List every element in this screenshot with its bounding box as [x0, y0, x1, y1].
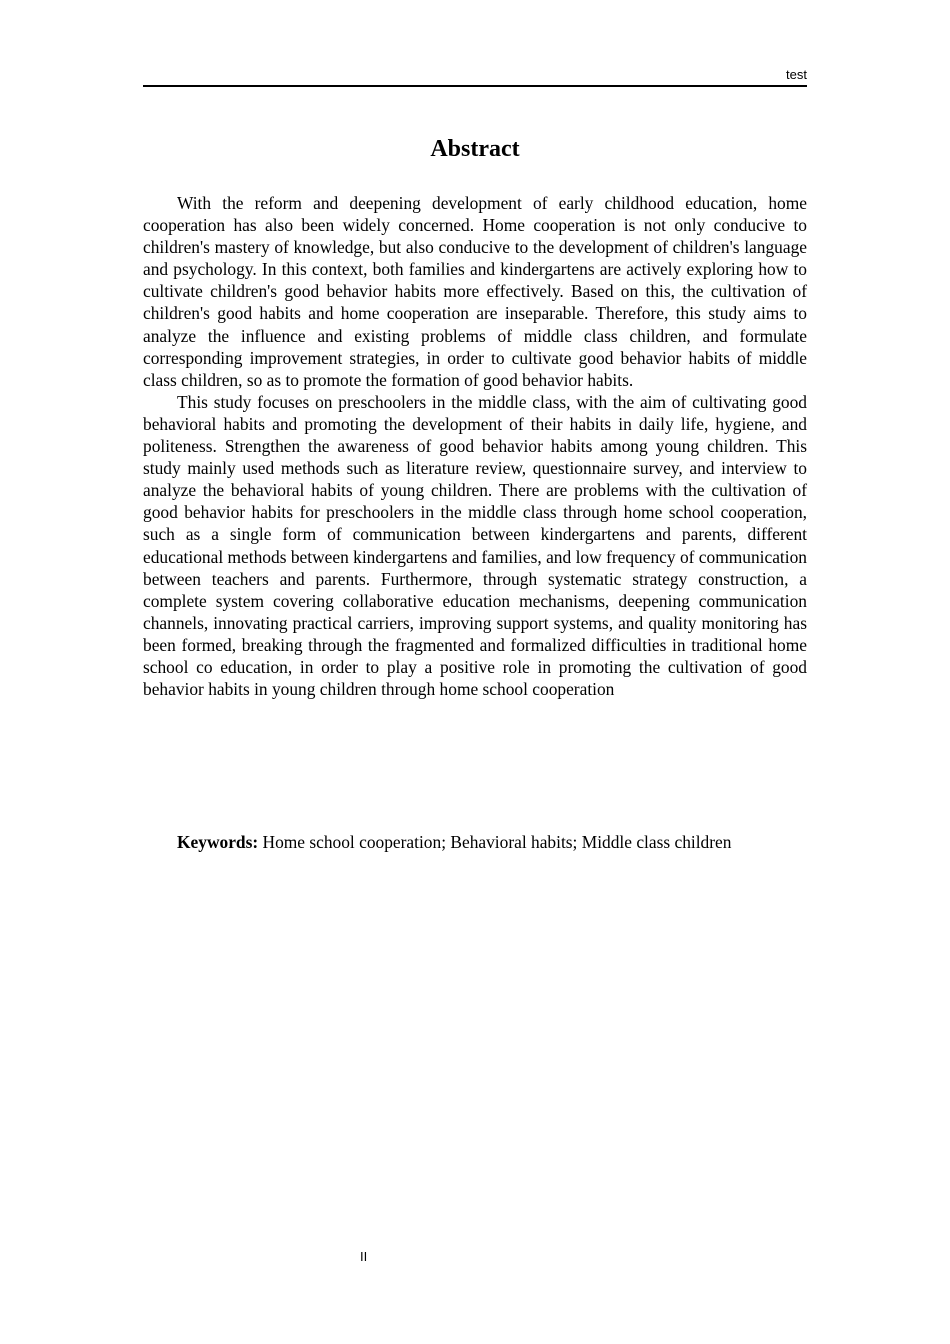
page-number: II	[360, 1249, 368, 1264]
keywords-line	[143, 831, 807, 853]
abstract-paragraph-2: This study focuses on preschoolers in the middle class, with the aim of cultivating good behavioral habits and promoting the development of their habits in daily life, hygiene, and politeness. Strengthen the awareness of good behavior habits among young children. This study mainly used methods such as literature review, questionnaire survey, and interview to analyze the behavioral habits of young children. There are problems with the cultivation of good behavior habits for preschoolers in the middle class through home school cooperation, such as a single form of communication between kindergartens and parents, different educational methods between kindergartens and families, and low frequency of communication between teachers and parents. Furthermore, through systematic strategy construction, a complete system covering collaborative education mechanisms, deepening communication channels, innovating practical carriers, improving support systems, and quality monitoring has been formed, breaking through the fragmented and formalized difficulties in traditional home school co education, in order to play a positive role in promoting the cultivation of good behavior habits in young children through home school cooperation	[143, 391, 807, 700]
abstract-paragraph-1: With the reform and deepening development of early childhood education, home cooperation has also been widely concerned. Home cooperation is not only conducive to children's mastery of knowledge, but also conducive to the development of children's language and psychology. In this context, both families and kindergartens are actively exploring how to cultivate children's good behavior habits more effectively. Based on this, the cultivation of children's good habits and home cooperation are inseparable. Therefore, this study aims to analyze the influence and existing problems of middle class children, and formulate corresponding improvement strategies, in order to cultivate good behavior habits of middle class children, so as to promote the formation of good behavior habits.	[143, 193, 807, 390]
keywords-value: Home school cooperation; Behavioral habits; Middle class children	[258, 832, 732, 852]
running-header: test	[786, 67, 807, 82]
keywords-label: Keywords:	[177, 832, 259, 852]
header-rule	[143, 85, 807, 87]
abstract-body	[143, 192, 807, 700]
page-title: Abstract	[430, 136, 520, 162]
